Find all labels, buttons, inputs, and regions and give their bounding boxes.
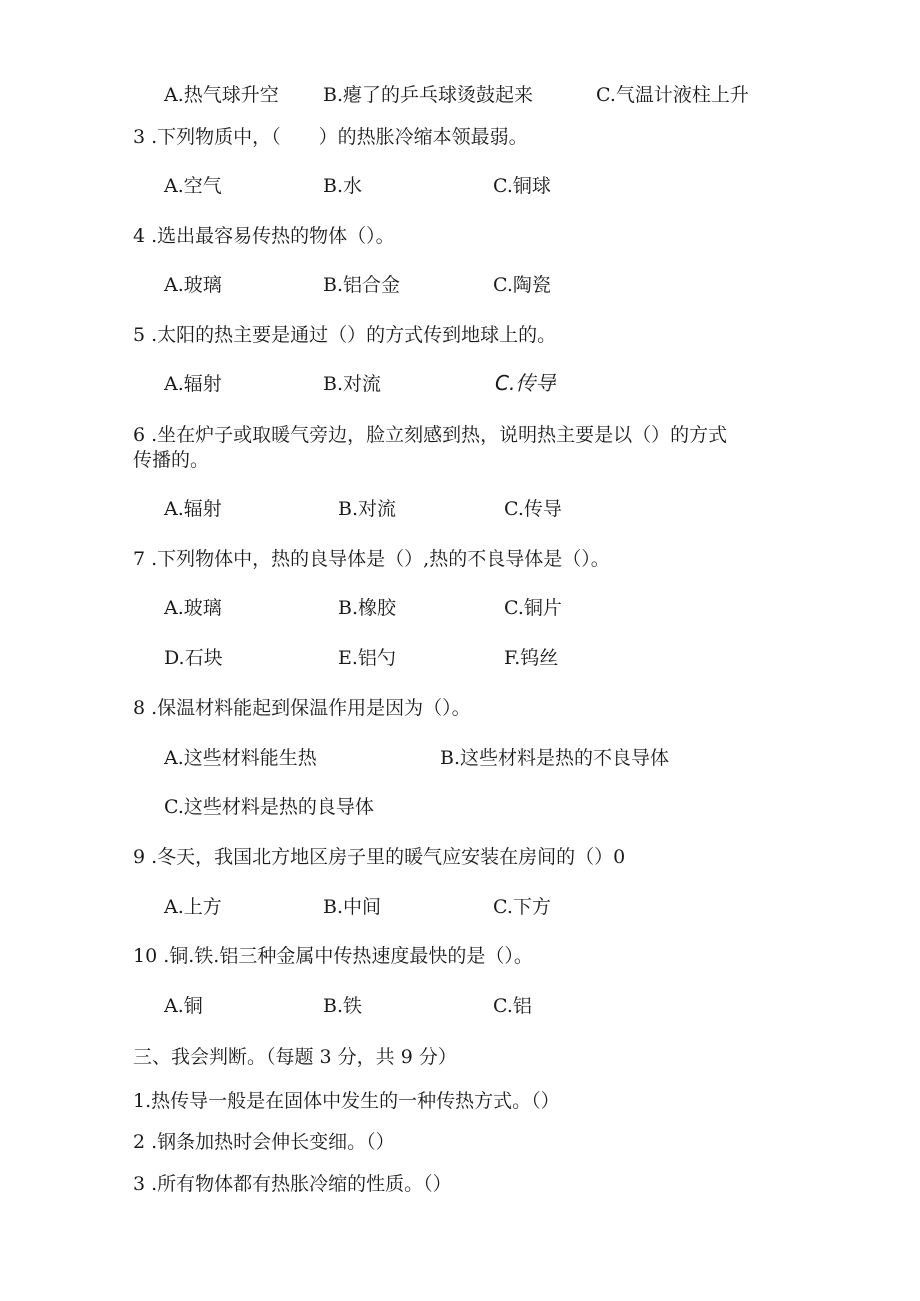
q8-stem: 8 .保温材料能起到保温作用是因为（）。	[133, 697, 471, 719]
q2-option-b: B.瘪了的乒乓球烫鼓起来	[323, 84, 534, 106]
section3-heading: 三、我会判断。（每题 3 分，共 9 分）	[133, 1046, 457, 1068]
q8-option-b: B.这些材料是热的不良导体	[440, 747, 670, 769]
q7-option-d: D.石块	[164, 647, 223, 669]
q2-option-a: A.热气球升空	[164, 84, 279, 106]
q3-option-c: C.铜球	[493, 175, 551, 197]
q9-option-b: B.中间	[323, 896, 382, 918]
q4-option-c: C.陶瓷	[493, 274, 551, 296]
q10-option-a: A.铜	[164, 995, 203, 1017]
q10-stem: 10 .铜.铁.铝三种金属中传热速度最快的是（）。	[133, 945, 533, 967]
q6-option-a: A.辐射	[164, 498, 222, 520]
q7-stem: 7 .下列物体中，热的良导体是（）,热的不良导体是（）。	[133, 548, 610, 570]
q4-stem: 4 .选出最容易传热的物体（）。	[133, 225, 395, 247]
q6-stem-line2: 传播的。	[133, 449, 210, 471]
q6-option-c: C.传导	[504, 498, 562, 520]
q7-option-c: C.铜片	[504, 597, 562, 619]
q5-option-c: C.传导	[495, 371, 556, 395]
q6-stem-line1: 6 .坐在炉子或取暖气旁边，脸立刻感到热，说明热主要是以（）的方式	[133, 424, 728, 446]
q10-option-c: C.铝	[493, 995, 532, 1017]
q8-option-c: C.这些材料是热的良导体	[164, 796, 374, 818]
q9-stem: 9 .冬天，我国北方地区房子里的暖气应安装在房间的（）0	[133, 846, 626, 868]
q5-option-b: B.对流	[323, 373, 382, 395]
q9-option-a: A.上方	[164, 896, 222, 918]
q3-stem: 3 .下列物质中，（ ）的热胀冷缩本领最弱。	[133, 126, 528, 148]
q3-option-b: B.水	[323, 175, 363, 197]
q7-option-f: F.钨丝	[504, 647, 559, 669]
judge-item-3: 3 .所有物体都有热胀冷缩的性质。（）	[133, 1173, 452, 1195]
q5-option-a: A.辐射	[164, 373, 222, 395]
judge-item-2: 2 .钢条加热时会伸长变细。（）	[133, 1131, 395, 1153]
q4-option-b: B.铝合金	[323, 274, 401, 296]
q8-option-a: A.这些材料能生热	[164, 747, 317, 769]
q7-option-b: B.橡胶	[338, 597, 397, 619]
q3-option-a: A.空气	[164, 175, 222, 197]
q5-stem: 5 .太阳的热主要是通过（）的方式传到地球上的。	[133, 324, 557, 346]
q2-option-c: C.气温计液柱上升	[596, 84, 749, 106]
q4-option-a: A.玻璃	[164, 274, 222, 296]
judge-item-1: 1.热传导一般是在固体中发生的一种传热方式。（）	[133, 1090, 560, 1112]
q9-option-c: C.下方	[493, 896, 551, 918]
q6-option-b: B.对流	[338, 498, 397, 520]
q10-option-b: B.铁	[323, 995, 363, 1017]
q7-option-a: A.玻璃	[164, 597, 222, 619]
q7-option-e: E.铝勺	[338, 647, 396, 669]
